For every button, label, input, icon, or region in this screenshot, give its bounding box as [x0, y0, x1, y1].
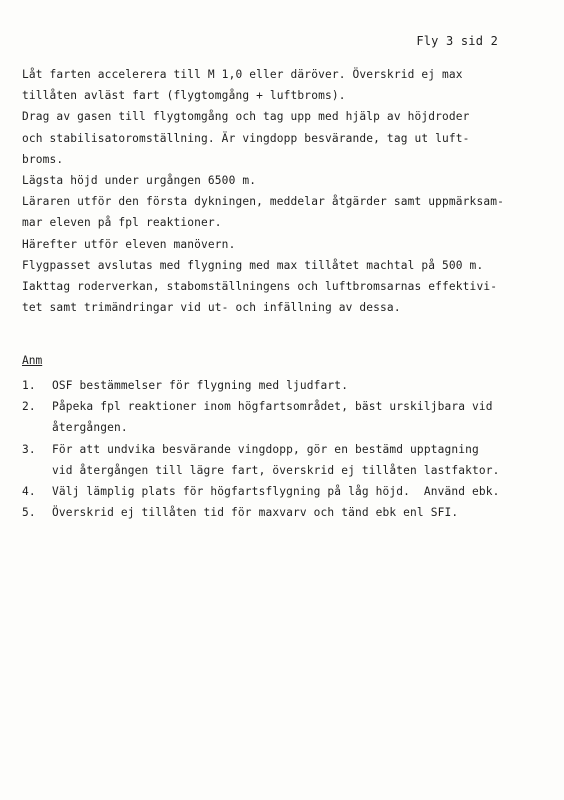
- note-item: [22, 481, 550, 502]
- note-item: [22, 396, 550, 417]
- body-line: och stabilisatoromställning. Är vingdopp besvärande, tag ut luft-: [22, 131, 470, 145]
- note-number: 1.: [22, 379, 36, 392]
- note-continuation: vid återgången till lägre fart, överskrid ej tillåten lastfaktor.: [52, 463, 500, 477]
- note-text: Påpeka fpl reaktioner inom högfartsområdet, bäst urskiljbara vid: [52, 400, 493, 414]
- notes-list: [22, 375, 550, 523]
- body-line: tet samt trimändringar vid ut- och infällning av dessa.: [22, 301, 401, 315]
- body-line: Läraren utför den första dykningen, meddelar åtgärder samt uppmärksam-: [22, 195, 504, 209]
- note-text: OSF bestämmelser för flygning med ljudfart.: [52, 379, 349, 392]
- note-text: Välj lämplig plats för högfartsflygning på låg höjd. Använd ebk.: [52, 485, 500, 499]
- body-line: mar eleven på fpl reaktioner.: [22, 216, 222, 230]
- note-item: [22, 375, 550, 396]
- note-number: 2.: [22, 400, 36, 414]
- note-text: Överskrid ej tillåten tid för maxvarv och tänd ebk enl SFI.: [52, 506, 459, 520]
- note-item: [22, 439, 550, 460]
- body-line: broms.: [22, 152, 64, 166]
- note-item: [22, 502, 550, 523]
- body-line: tillåten avläst fart (flygtomgång + luftbroms).: [22, 89, 346, 103]
- body-line: Låt farten accelerera till M 1,0 eller däröver. Överskrid ej max: [22, 68, 463, 81]
- body-line: Drag av gasen till flygtomgång och tag upp med hjälp av höjdroder: [22, 110, 470, 124]
- body-line: Flygpasset avslutas med flygning med max tillåtet machtal på 500 m.: [22, 258, 484, 272]
- note-text: För att undvika besvärande vingdopp, gör en bestämd upptagning: [52, 442, 479, 456]
- note-number: 3.: [22, 442, 36, 456]
- anm-heading: Anm: [22, 354, 43, 367]
- body-line: Iakttag roderverkan, stabomställningens och luftbromsarnas effektivi-: [22, 280, 498, 294]
- note-number: 4.: [22, 485, 36, 499]
- body-line: Lägsta höjd under urgången 6500 m.: [22, 174, 257, 188]
- body-text: [22, 64, 550, 318]
- note-number: 5.: [22, 506, 36, 520]
- body-line: Härefter utför eleven manövern.: [22, 237, 236, 251]
- page-reference: Fly 3 sid 2: [416, 34, 498, 48]
- note-continuation: återgången.: [52, 421, 128, 435]
